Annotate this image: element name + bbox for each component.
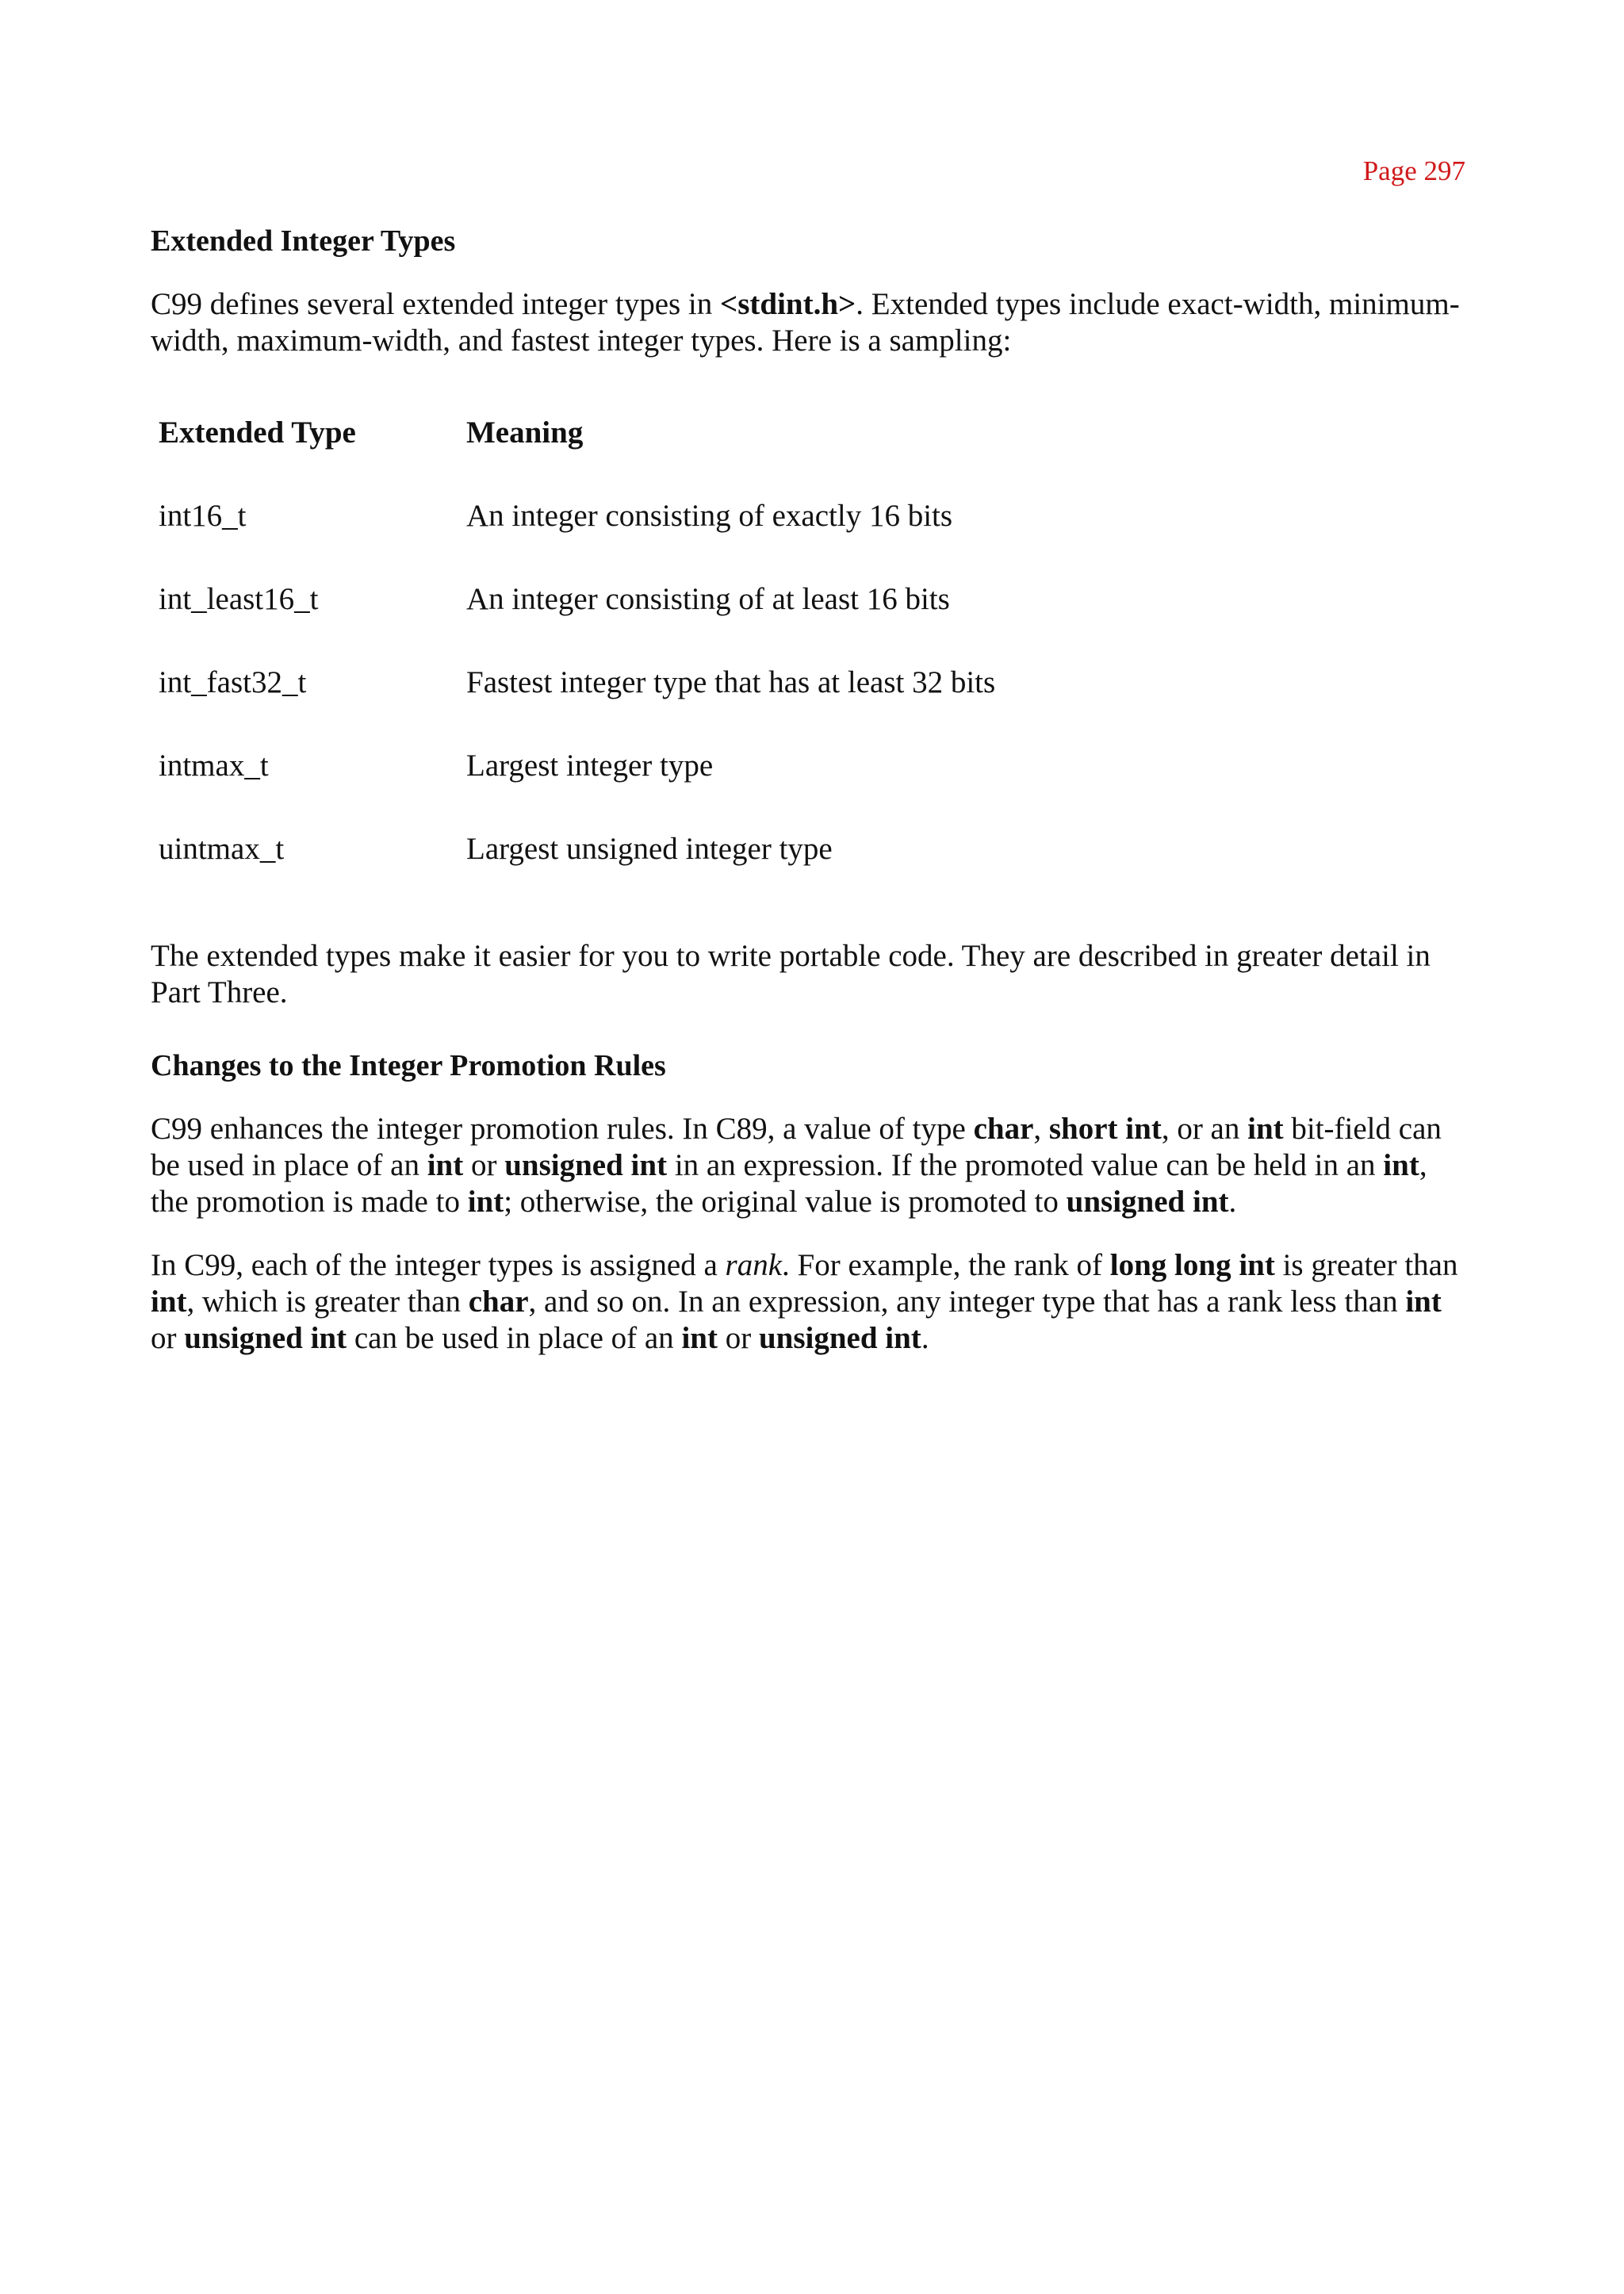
type-cell: uintmax_t — [159, 832, 285, 866]
meaning-cell: An integer consisting of at least 16 bits — [466, 582, 950, 616]
section-heading-extended-integer-types: Extended Integer Types — [151, 224, 456, 258]
text-run: , — [1033, 1112, 1049, 1146]
meaning-cell: Largest unsigned integer type — [466, 832, 833, 866]
text-run: , which is greater than — [186, 1285, 469, 1319]
keyword: int — [467, 1185, 504, 1219]
keyword: int — [1383, 1148, 1419, 1182]
column-header-meaning: Meaning — [466, 416, 584, 450]
emphasis: rank — [725, 1248, 783, 1282]
table-row — [159, 664, 995, 748]
text-run: In C99, each of the integer types is assigned a — [151, 1248, 726, 1282]
column-header-type: Extended Type — [159, 416, 356, 450]
meaning-cell: Fastest integer type that has at least 32 bits — [466, 665, 996, 699]
table-row — [159, 831, 995, 914]
promotion-paragraph — [151, 1111, 1471, 1220]
text-run: , the promotion is made to — [151, 1148, 1427, 1219]
type-cell: int_least16_t — [159, 582, 319, 616]
keyword: int — [151, 1285, 187, 1319]
type-cell: int16_t — [159, 499, 247, 533]
text-run: , or an — [1161, 1112, 1248, 1146]
meaning-cell: An integer consisting of exactly 16 bits — [466, 499, 953, 533]
type-cell: intmax_t — [159, 749, 269, 783]
keyword: short int — [1048, 1112, 1162, 1146]
meaning-cell: Largest integer type — [466, 749, 714, 783]
keyword: unsigned int — [758, 1321, 921, 1355]
outro-paragraph: The extended types make it easier for you to write portable code. They are described in greater detail in Part Three. — [151, 939, 1431, 1009]
keyword: int — [681, 1321, 718, 1355]
table-row — [159, 498, 995, 581]
text-run: in an expression. If the promoted value can be held in an — [667, 1148, 1384, 1182]
header-name: <stdint.h> — [720, 287, 856, 321]
text-run: bit-field can be used in place of an — [151, 1112, 1442, 1182]
table-row — [159, 581, 995, 664]
text-run: . — [1228, 1185, 1237, 1219]
keyword: unsigned int — [504, 1148, 668, 1182]
text-run: . For example, the rank of — [782, 1248, 1110, 1282]
text-run: . Extended types include exact-width, minimum-width, maximum-width, and fastest integer types. Here is a sampling: — [151, 287, 1460, 358]
keyword: long long int — [1109, 1248, 1275, 1282]
keyword: unsigned int — [1066, 1185, 1229, 1219]
section-heading-promotion-rules: Changes to the Integer Promotion Rules — [151, 1049, 666, 1082]
keyword: char — [468, 1285, 529, 1319]
text-run: , and so on. In an expression, any integer type that has a rank less than — [528, 1285, 1406, 1319]
text-run: . — [921, 1321, 929, 1355]
text-run: can be used in place of an — [347, 1321, 682, 1355]
table-row — [159, 748, 995, 831]
text-run: or — [463, 1148, 505, 1182]
keyword: char — [973, 1112, 1034, 1146]
keyword: unsigned int — [184, 1321, 347, 1355]
page-number: Page 297 — [1362, 155, 1465, 186]
text-run: is greater than — [1274, 1248, 1458, 1282]
type-cell: int_fast32_t — [159, 665, 307, 699]
text-run: C99 defines several extended integer types in — [151, 287, 721, 321]
text-run: or — [151, 1321, 185, 1355]
rank-paragraph — [151, 1247, 1471, 1357]
extended-types-table — [159, 415, 995, 914]
keyword: int — [1247, 1112, 1284, 1146]
page-content — [151, 222, 1471, 1357]
intro-paragraph — [151, 286, 1471, 359]
text-run: or — [717, 1321, 759, 1355]
text-run: C99 enhances the integer promotion rules. In C89, a value of type — [151, 1112, 974, 1146]
text-run: ; otherwise, the original value is promoted to — [504, 1185, 1067, 1219]
table-header-row — [159, 415, 995, 498]
keyword: int — [427, 1148, 464, 1182]
keyword: int — [1405, 1285, 1442, 1319]
